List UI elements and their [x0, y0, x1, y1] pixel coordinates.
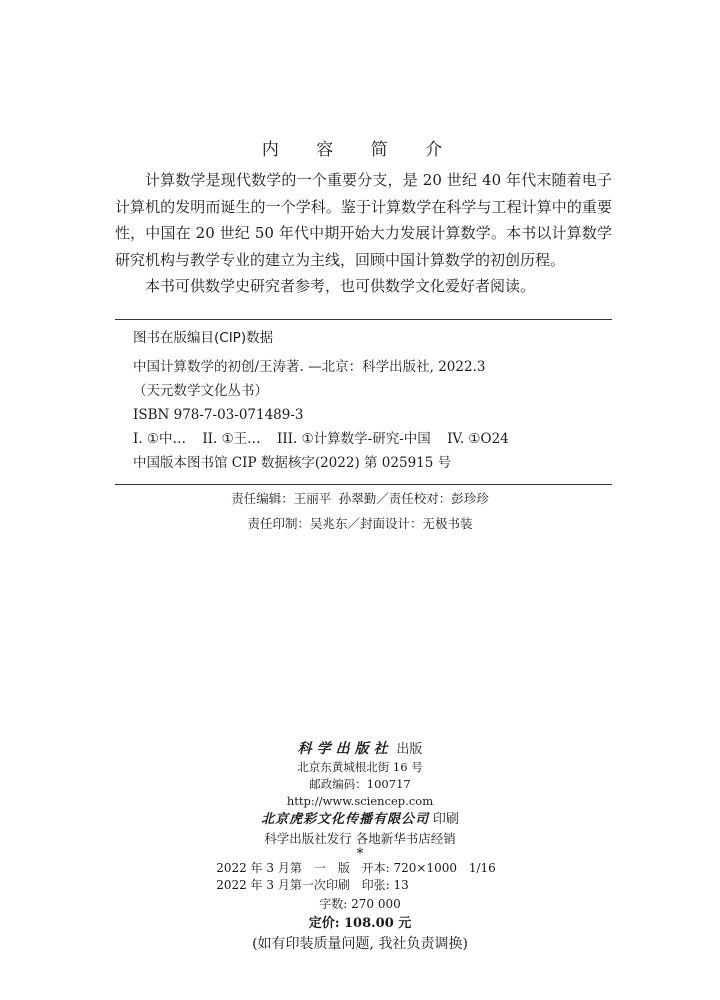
quality-notice: (如有印装质量问题, 我社负责调换) [252, 936, 468, 952]
summary-body [115, 167, 612, 300]
cip-class-item: III. ①计算数学-研究-中国 [276, 431, 431, 447]
publisher-logo-name: 科学出版社 [297, 741, 393, 757]
cip-classification [133, 430, 612, 449]
word-count: 字数: 270 000 [319, 897, 401, 911]
publisher-line [0, 740, 720, 759]
staff-line: 责任印制：吴兆东／封面设计：无极书装 [247, 516, 473, 531]
printer-name: 北京虎彩文化传播有限公司 [261, 812, 430, 827]
format-size: 1/16 [468, 861, 496, 875]
staff-credits [0, 486, 720, 536]
edition-row [216, 860, 504, 894]
imprint-block [0, 740, 720, 954]
printing-text: 2022 年 3 月第一次印刷 [216, 878, 350, 892]
format-text: 开本: 720×1000 [361, 861, 458, 875]
separator-star: * [356, 846, 364, 862]
publisher-suffix: 出版 [396, 742, 423, 757]
printer-line [0, 810, 720, 829]
cip-series: （天元数学文化丛书） [133, 383, 268, 399]
price: 定价: 108.00 元 [308, 916, 412, 931]
summary-title: 内 容 简 介 [261, 140, 459, 160]
cip-class-item: I. ①中… [133, 431, 187, 447]
edition-text: 2022 年 3 月第 一 版 [216, 861, 350, 875]
publisher-postcode: 邮政编码：100717 [309, 777, 411, 791]
cip-record: 中国版本图书馆 CIP 数据核字(2022) 第 025915 号 [133, 455, 452, 471]
summary-paragraph: 计算数学是现代数学的一个重要分支，是 20 世纪 40 年代末随着电子计算机的发明而诞生的一个学科。鉴于计算数学在科学与工程计算中的重要性，中国在 20 世纪 50 年代中期开始大力发展计算数学。本书以计算数学研究机构与教学专业的建立为主线，回顾中国计算数学的初创历程。 [115, 171, 612, 269]
summary-paragraph: 本书可供数学史研究者参考，也可供数学文化爱好者阅读。 [145, 277, 536, 295]
printer-suffix: 印刷 [432, 812, 459, 827]
distribution-line: 科学出版社发行 各地新华书店经销 [264, 831, 456, 846]
publisher-website: http://www.sciencep.com [286, 794, 434, 808]
cip-class-item: II. ①王… [202, 431, 261, 447]
staff-line: 责任编辑：王丽平 孙翠勤／责任校对：彭珍珍 [231, 491, 489, 506]
cip-class-item: IV. ①O24 [447, 431, 509, 447]
sheets-text: 印张: 13 [361, 878, 409, 892]
cip-block [115, 319, 612, 485]
edition-info [0, 860, 720, 895]
cip-heading: 图书在版编目(CIP)数据 [133, 330, 274, 346]
publisher-address: 北京东黄城根北街 16 号 [297, 760, 423, 774]
cip-entry: 中国计算数学的初创/王涛著. —北京：科学出版社, 2022.3 [133, 359, 486, 375]
cip-isbn: ISBN 978-7-03-071489-3 [133, 407, 304, 423]
